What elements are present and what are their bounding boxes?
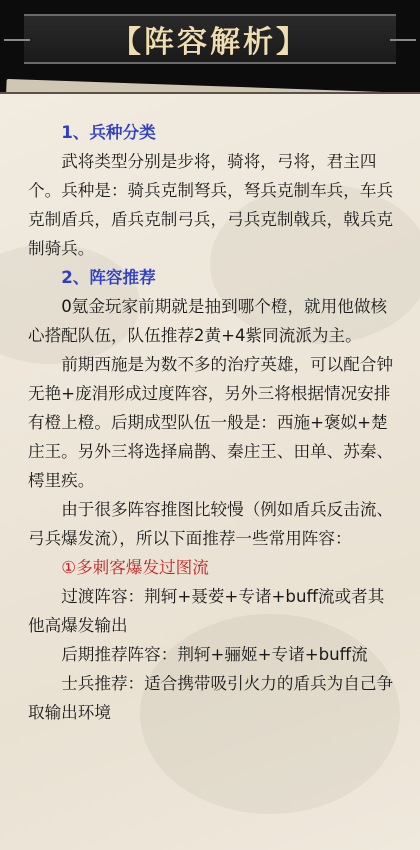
article-paper xyxy=(0,92,420,850)
article-body xyxy=(28,118,394,727)
header-bar xyxy=(0,0,420,92)
section-heading-troop-types: 1、兵种分类 xyxy=(61,123,156,142)
paragraph-common-lineups: 由于很多阵容推图比较慢（例如盾兵反击流、弓兵爆发流），所以下面推荐一些常用阵容： xyxy=(28,500,394,548)
paragraph-early-late: 前期西施是为数不多的治疗英雄，可以配合钟无艳+庞涓形成过度阵容，另外三将根据情况安排有橙上橙。后期成型队伍一般是：西施+褒姒+楚庄王。另外三将选择扁鹊、秦庄王、田单、苏秦、樗里疾。 xyxy=(28,355,394,490)
lineup-late: 后期推荐阵容：荆轲+骊姬+专诸+buff流 xyxy=(61,645,368,664)
section-heading-lineup: 2、阵容推荐 xyxy=(61,268,156,287)
lineup-heading-assassin: ①多刺客爆发过图流 xyxy=(61,558,209,577)
title-banner xyxy=(24,14,396,64)
paragraph-troop-counters: 武将类型分别是步将，骑将，弓将，君主四个。兵种是：骑兵克制弩兵，弩兵克制车兵，车兵克制盾兵，盾兵克制弓兵，弓兵克制戟兵，戟兵克制骑兵。 xyxy=(28,152,394,258)
lineup-transition: 过渡阵容：荆轲+聂荌+专诸+buff流或者其他高爆发输出 xyxy=(28,587,385,635)
page-title: 【阵容解析】 xyxy=(111,25,309,60)
lineup-soldiers: 士兵推荐：适合携带吸引火力的盾兵为自己争取输出环境 xyxy=(28,674,394,722)
paragraph-free-player: 0氪金玩家前期就是抽到哪个橙，就用他做核心搭配队伍，队伍推荐2黄+4紫同流派为主。 xyxy=(28,297,388,345)
